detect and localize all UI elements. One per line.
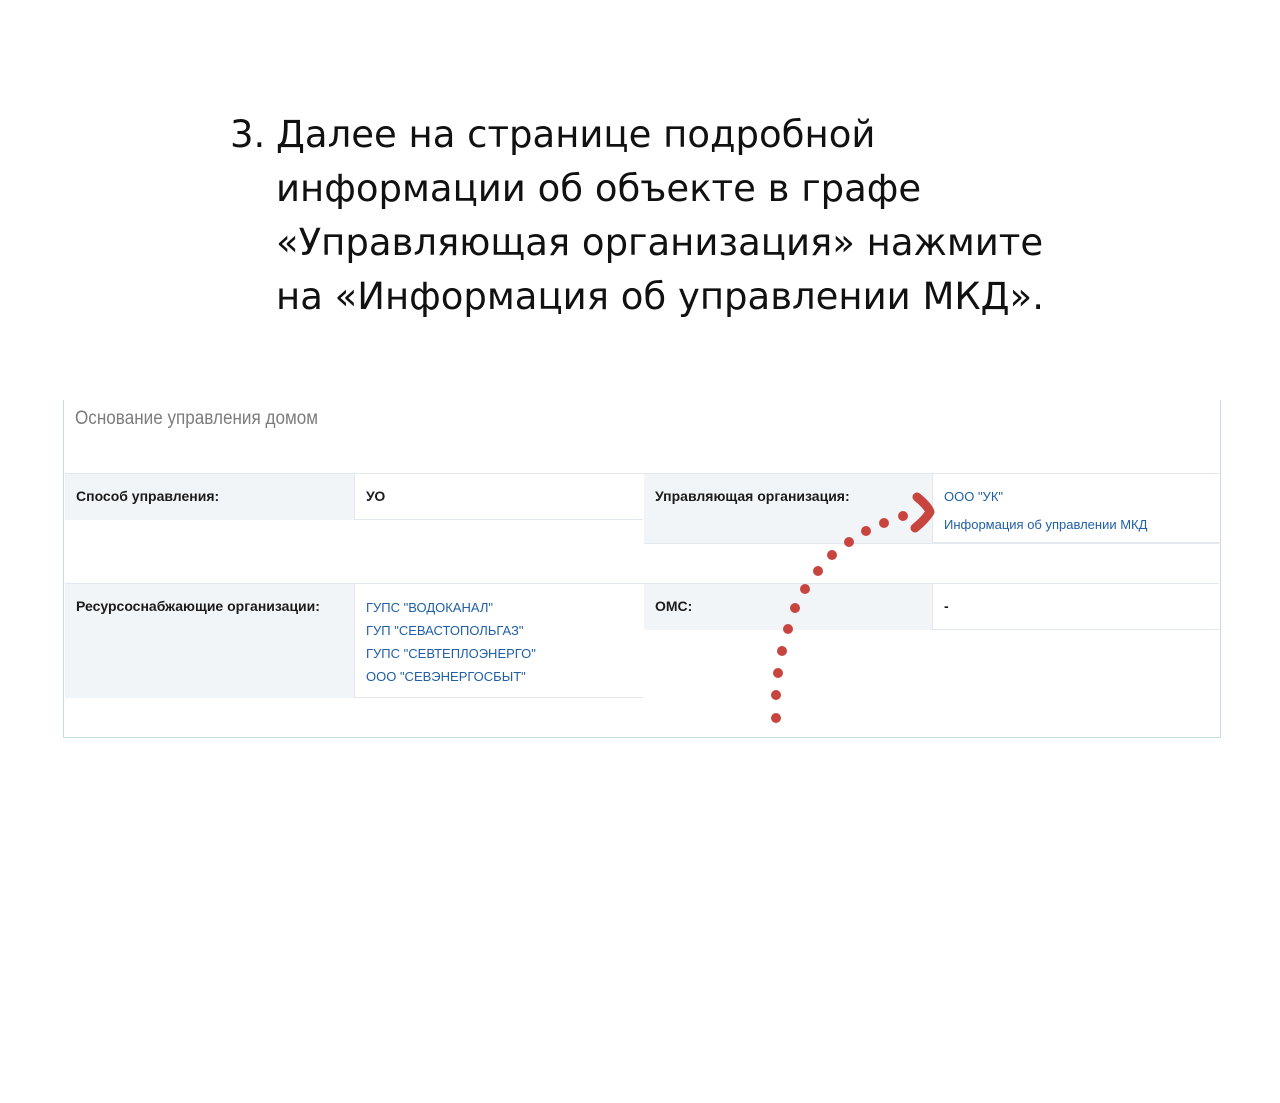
instruction-line: на «Информация об управлении МКД». (276, 275, 1044, 318)
oms-label: ОМС: (644, 584, 933, 630)
step-body (276, 108, 1110, 324)
management-method-value: УО (355, 474, 643, 520)
mkd-management-info-link[interactable]: Информация об управлении МКД (944, 517, 1148, 532)
instruction-line: «Управляющая организация» нажмите (276, 221, 1044, 264)
resource-orgs-list (355, 584, 643, 698)
resource-org-link[interactable]: ООО "СЕВЭНЕРГОСБЫТ" (366, 669, 526, 684)
instruction-text (230, 108, 1110, 324)
panel-title: Основание управления домом (75, 408, 318, 429)
row-divider (644, 543, 1219, 544)
oms-value: - (933, 584, 1221, 630)
managing-org-label: Управляющая организация: (644, 474, 933, 543)
resource-org-link[interactable]: ГУПС "ВОДОКАНАЛ" (366, 600, 493, 615)
resource-org-link[interactable]: ГУП "СЕВАСТОПОЛЬГАЗ" (366, 623, 524, 638)
instruction-line: Далее на странице подробной (276, 113, 876, 156)
managing-org-link[interactable]: ООО "УК" (944, 489, 1004, 504)
step-number: 3. (230, 113, 266, 156)
managing-org-value (933, 474, 1221, 543)
instruction-line: информации об объекте в графе (276, 167, 922, 210)
management-method-label: Способ управления: (65, 474, 355, 520)
management-basis-panel (63, 400, 1221, 738)
resource-org-link[interactable]: ГУПС "СЕВТЕПЛОЭНЕРГО" (366, 646, 536, 661)
resource-orgs-label: Ресурсоснабжающие организации: (65, 584, 355, 698)
